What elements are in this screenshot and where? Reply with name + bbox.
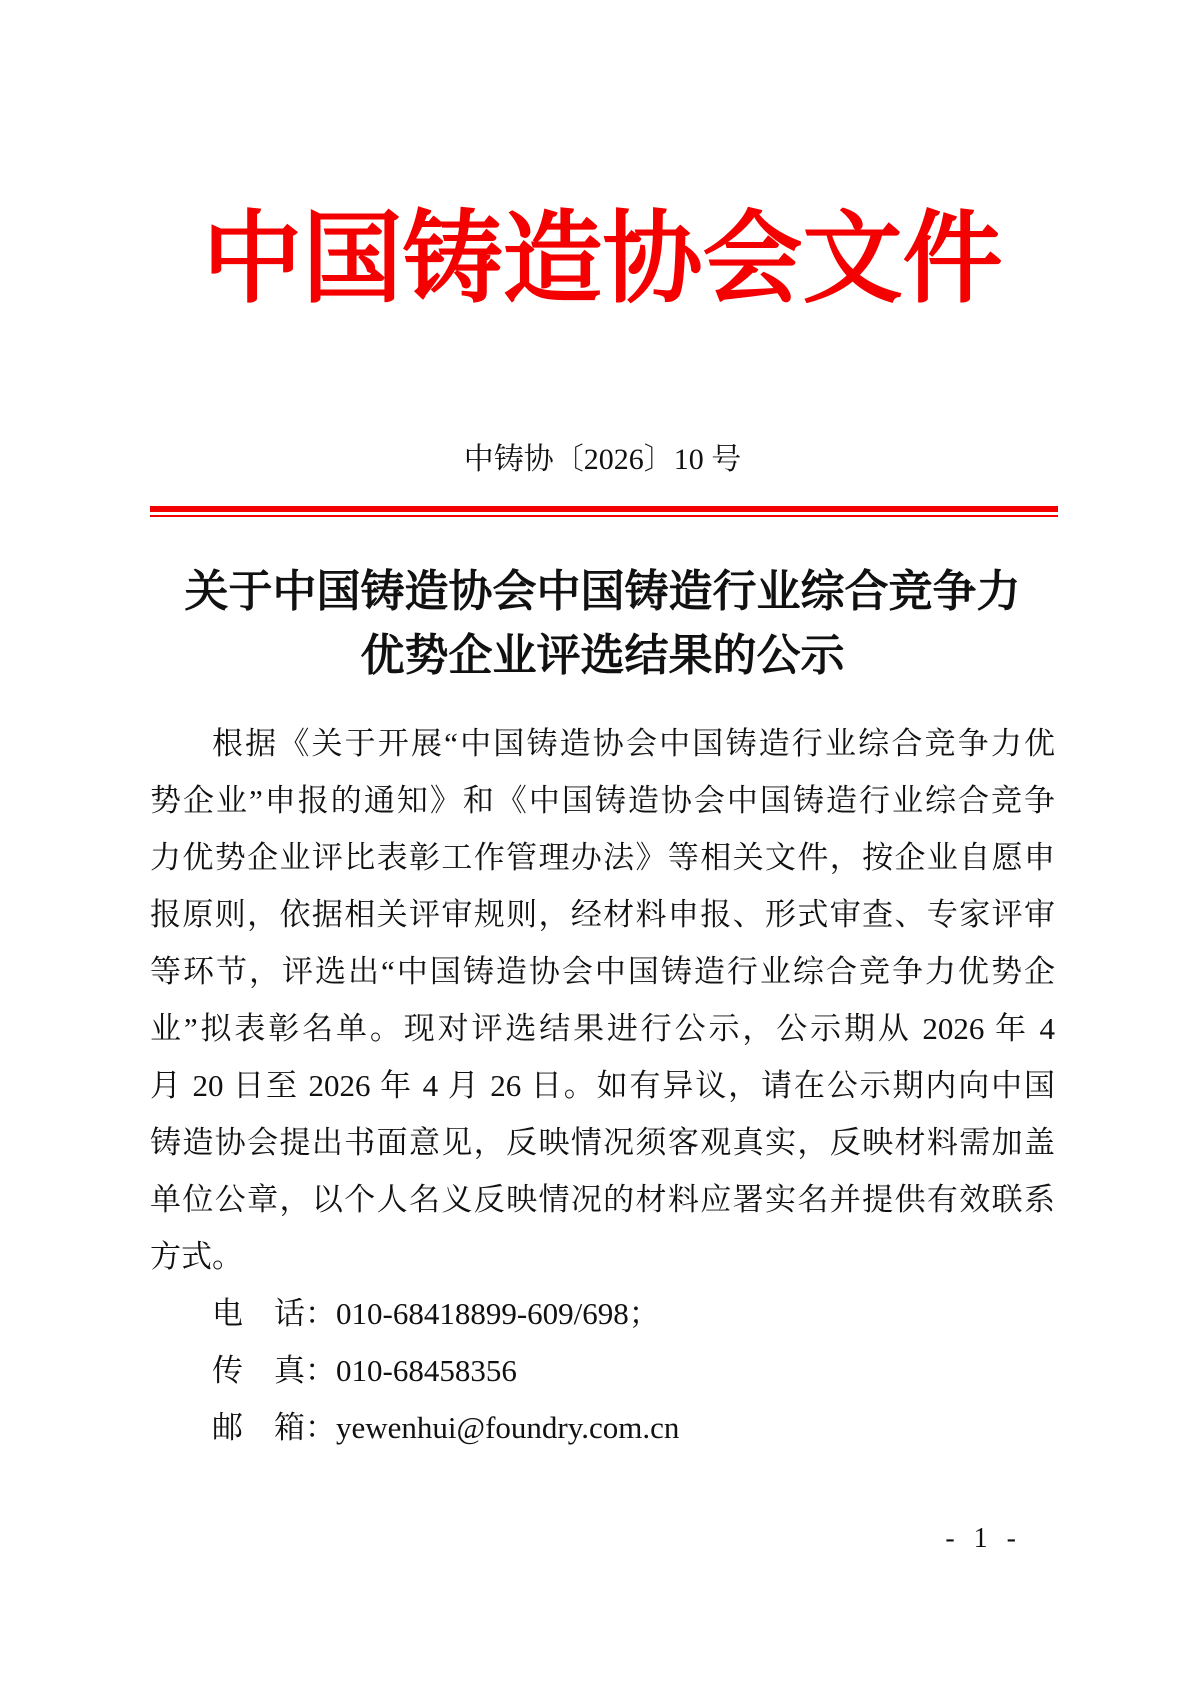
body-text-last-line: 方式。 xyxy=(150,1239,243,1274)
document-title-line-1: 关于中国铸造协会中国铸造行业综合竞争力 xyxy=(184,567,1021,616)
contact-line: 传 真：010-68458356 xyxy=(212,1353,517,1388)
body-text-line: 力优势企业评比表彰工作管理办法》等相关文件，按企业自愿申 xyxy=(150,840,1055,875)
body-text-line: 势企业”申报的通知》和《中国铸造协会中国铸造行业综合竞争 xyxy=(150,783,1055,818)
contact-line: 电 话：010-68418899-609/698； xyxy=(212,1296,660,1331)
body-text-line: 报原则，依据相关评审规则，经材料申报、形式审查、专家评审 xyxy=(150,897,1055,932)
body-text-line: 业”拟表彰名单。现对评选结果进行公示，公示期从 2026 年 4 xyxy=(150,1011,1055,1046)
document-body xyxy=(150,715,1055,1456)
document-title xyxy=(150,560,1055,688)
body-text-line: 单位公章，以个人名义反映情况的材料应署实名并提供有效联系 xyxy=(150,1182,1055,1217)
body-text-line: 等环节，评选出“中国铸造协会中国铸造行业综合竞争力优势企 xyxy=(150,954,1055,989)
page-number: - 1 - xyxy=(945,1523,1022,1554)
document-number: 中铸协〔2026〕10 号 xyxy=(463,443,742,476)
document-title-line-2: 优势企业评选结果的公示 xyxy=(360,631,845,680)
body-text-line: 铸造协会提出书面意见，反映情况须客观真实，反映材料需加盖 xyxy=(150,1125,1055,1160)
letterhead-title: 中国铸造协会文件 xyxy=(202,204,1003,315)
contact-line: 邮 箱：yewenhui@foundry.com.cn xyxy=(212,1410,680,1445)
red-divider-rule xyxy=(150,506,1058,517)
body-text-line: 根据《关于开展“中国铸造协会中国铸造行业综合竞争力优 xyxy=(212,726,1055,761)
body-text-line: 月 20 日至 2026 年 4 月 26 日。如有异议，请在公示期内向中国 xyxy=(150,1068,1055,1103)
